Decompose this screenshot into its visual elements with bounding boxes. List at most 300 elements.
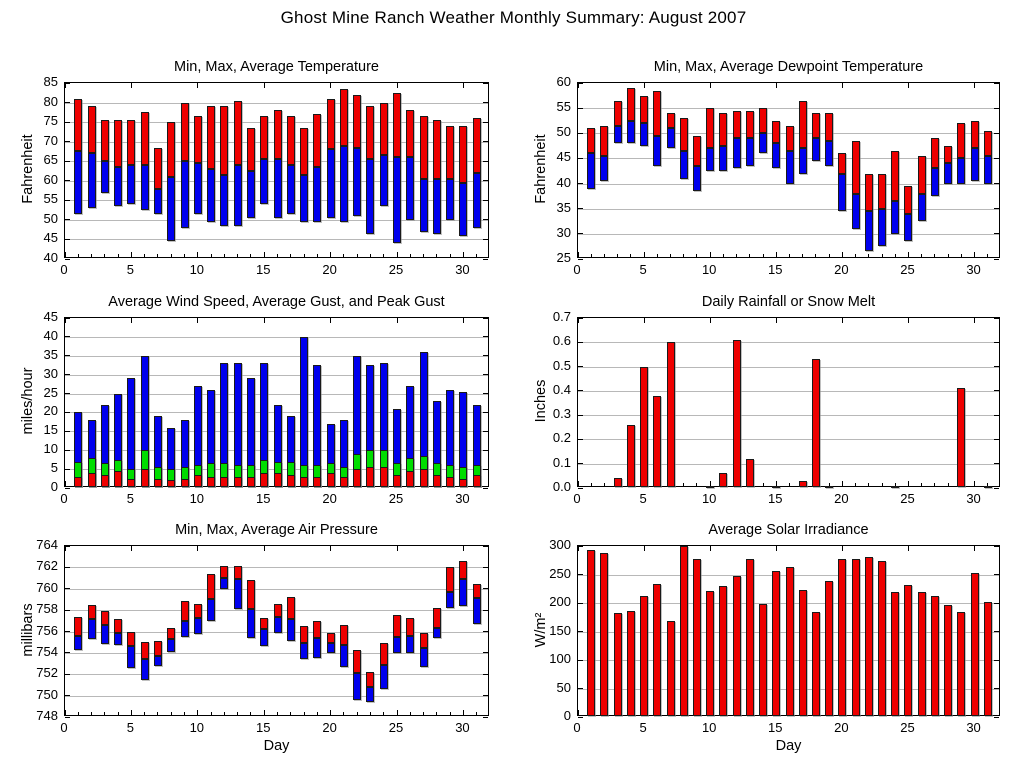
dewpoint-max-avg-bar xyxy=(719,113,727,146)
rainfall-bar xyxy=(733,340,741,487)
y-tick-label: 750 xyxy=(36,686,58,702)
y-tick xyxy=(65,469,70,470)
x-tick-label: 10 xyxy=(189,720,205,735)
x-minor-tick xyxy=(304,254,305,257)
y-tick-label: 25 xyxy=(43,384,58,400)
dewpoint-avg-min-bar xyxy=(852,194,860,229)
x-minor-tick xyxy=(934,483,935,486)
x-tick-label: 15 xyxy=(255,720,271,735)
chart-title: Average Solar Irradiance xyxy=(708,522,869,538)
wind-average-wind-speed-bar xyxy=(207,477,215,487)
pressure-avg-min-bar xyxy=(141,659,149,679)
x-tick-label: 30 xyxy=(966,262,981,277)
x-minor-tick xyxy=(104,254,105,257)
x-tick xyxy=(908,546,909,551)
dewpoint-max-avg-bar xyxy=(918,156,926,194)
x-tick xyxy=(908,83,909,88)
dewpoint-max-avg-bar xyxy=(904,186,912,214)
y-tick-label: 50 xyxy=(556,679,571,695)
dewpoint-max-avg-bar xyxy=(653,91,661,136)
rainfall-bar xyxy=(891,486,899,488)
y-tick xyxy=(994,488,999,489)
pressure-avg-min-bar xyxy=(327,643,335,653)
temperature-max-avg-bar xyxy=(127,120,135,165)
y-tick xyxy=(994,233,999,234)
y-tick-label: 60 xyxy=(43,171,58,187)
x-tick-label: 0 xyxy=(573,491,581,506)
y-tick-label: 50 xyxy=(43,210,58,226)
x-tick xyxy=(65,546,66,551)
y-tick xyxy=(994,366,999,367)
pressure-max-avg-bar xyxy=(353,650,361,674)
x-tick xyxy=(65,252,66,257)
pressure-max-avg-bar xyxy=(313,621,321,638)
y-tick xyxy=(65,239,70,240)
x-tick xyxy=(578,481,579,486)
pressure-avg-min-bar xyxy=(274,617,282,633)
x-minor-tick xyxy=(948,254,949,257)
solar-bar xyxy=(693,559,701,716)
dewpoint-max-avg-bar xyxy=(865,174,873,212)
plot-area xyxy=(577,317,1000,487)
pressure-avg-min-bar xyxy=(220,578,228,589)
temperature-avg-min-bar xyxy=(459,183,467,236)
wind-average-wind-speed-bar xyxy=(260,473,268,487)
temperature-avg-min-bar xyxy=(154,189,162,214)
y-tick-label: 0.3 xyxy=(552,406,571,422)
x-tick xyxy=(65,710,66,715)
y-tick xyxy=(483,141,488,142)
y-tick xyxy=(483,122,488,123)
x-minor-tick xyxy=(921,254,922,257)
x-tick-label: 10 xyxy=(701,720,717,735)
y-tick xyxy=(65,259,70,260)
pressure-max-avg-bar xyxy=(207,574,215,600)
y-tick xyxy=(65,355,70,356)
dewpoint-max-avg-bar xyxy=(614,101,622,126)
y-tick xyxy=(65,567,70,568)
y-tick xyxy=(483,239,488,240)
chart-title: Average Wind Speed, Average Gust, and Peak Gust xyxy=(108,294,445,310)
dewpoint-max-avg-bar xyxy=(772,121,780,144)
y-tick xyxy=(483,180,488,181)
y-tick xyxy=(994,688,999,689)
dewpoint-avg-min-bar xyxy=(614,126,622,144)
dewpoint-max-avg-bar xyxy=(667,113,675,128)
x-minor-tick xyxy=(763,254,764,257)
y-tick-label: 40 xyxy=(43,250,58,265)
pressure-max-avg-bar xyxy=(393,615,401,636)
x-tick xyxy=(131,83,132,88)
x-tick xyxy=(131,710,132,715)
x-minor-tick xyxy=(343,712,344,715)
x-minor-tick xyxy=(78,254,79,257)
x-tick xyxy=(974,252,975,257)
x-tick-label: 30 xyxy=(966,720,981,735)
x-minor-tick xyxy=(696,254,697,257)
temperature-avg-min-bar xyxy=(234,165,242,226)
solar-bar xyxy=(957,612,965,716)
pressure-avg-min-bar xyxy=(114,633,122,646)
y-tick xyxy=(994,390,999,391)
y-tick xyxy=(994,83,999,84)
temperature-max-avg-bar xyxy=(313,114,321,167)
x-minor-tick xyxy=(683,483,684,486)
y-tick xyxy=(65,336,70,337)
x-tick-label: 20 xyxy=(834,720,849,735)
gridline xyxy=(578,234,999,235)
x-tick xyxy=(397,546,398,551)
pressure-avg-min-bar xyxy=(260,629,268,646)
y-tick xyxy=(578,574,583,575)
solar-bar xyxy=(918,592,926,716)
wind-average-wind-speed-bar xyxy=(353,469,361,487)
x-tick xyxy=(776,83,777,88)
plot-area xyxy=(64,82,489,258)
y-tick xyxy=(65,219,70,220)
x-minor-tick xyxy=(184,254,185,257)
gridline xyxy=(65,696,488,697)
y-tick xyxy=(65,83,70,84)
y-tick-label: 65 xyxy=(43,152,58,168)
dewpoint-max-avg-bar xyxy=(931,138,939,168)
x-minor-tick xyxy=(304,712,305,715)
y-tick xyxy=(483,259,488,260)
y-tick xyxy=(578,133,583,134)
y-tick xyxy=(65,200,70,201)
dewpoint-avg-min-bar xyxy=(746,138,754,166)
dewpoint-avg-min-bar xyxy=(918,194,926,222)
pressure-max-avg-bar xyxy=(154,641,162,656)
y-tick-label: 200 xyxy=(549,594,571,609)
dewpoint-avg-min-bar xyxy=(587,153,595,188)
y-tick xyxy=(65,318,70,319)
y-tick-label: 0 xyxy=(50,479,58,494)
wind-average-wind-speed-bar xyxy=(247,477,255,487)
x-tick-label: 30 xyxy=(966,491,981,506)
dewpoint-avg-min-bar xyxy=(904,214,912,242)
plot-area xyxy=(577,82,1000,258)
y-tick xyxy=(65,610,70,611)
x-minor-tick xyxy=(868,483,869,486)
x-minor-tick xyxy=(211,254,212,257)
x-minor-tick xyxy=(591,254,592,257)
pressure-avg-min-bar xyxy=(287,619,295,641)
x-tick xyxy=(264,710,265,715)
pressure-avg-min-bar xyxy=(340,645,348,666)
x-minor-tick xyxy=(357,254,358,257)
wind-average-wind-speed-bar xyxy=(234,477,242,487)
y-tick xyxy=(65,588,70,589)
x-minor-tick xyxy=(749,254,750,257)
y-tick xyxy=(578,318,583,319)
x-minor-tick xyxy=(370,254,371,257)
y-tick-label: 55 xyxy=(556,99,571,115)
x-tick xyxy=(264,318,265,323)
x-minor-tick xyxy=(237,712,238,715)
temperature-avg-min-bar xyxy=(220,175,228,226)
y-tick xyxy=(65,393,70,394)
y-tick xyxy=(578,488,583,489)
x-tick xyxy=(842,252,843,257)
x-minor-tick xyxy=(855,483,856,486)
temperature-avg-min-bar xyxy=(420,179,428,232)
solar-bar xyxy=(799,590,807,716)
y-axis-label: millibars xyxy=(20,602,36,657)
pressure-max-avg-bar xyxy=(287,597,295,618)
y-tick xyxy=(65,102,70,103)
x-minor-tick xyxy=(171,254,172,257)
x-tick xyxy=(842,83,843,88)
y-tick xyxy=(994,208,999,209)
wind-average-wind-speed-bar xyxy=(88,473,96,487)
y-tick xyxy=(994,660,999,661)
x-tick xyxy=(908,318,909,323)
x-tick-label: 10 xyxy=(189,262,205,277)
x-tick-label: 0 xyxy=(60,720,68,735)
x-minor-tick xyxy=(630,254,631,257)
x-minor-tick xyxy=(934,254,935,257)
temperature-avg-min-bar xyxy=(167,177,175,242)
x-tick xyxy=(197,710,198,715)
wind-average-wind-speed-bar xyxy=(154,479,162,487)
wind-average-wind-speed-bar xyxy=(327,473,335,487)
y-tick xyxy=(65,488,70,489)
y-tick-label: 55 xyxy=(43,191,58,207)
y-tick xyxy=(483,219,488,220)
y-tick-label: 45 xyxy=(43,230,58,246)
y-tick xyxy=(994,342,999,343)
pressure-max-avg-bar xyxy=(114,619,122,633)
pressure-max-avg-bar xyxy=(194,604,202,618)
temperature-avg-min-bar xyxy=(380,155,388,206)
temperature-max-avg-bar xyxy=(300,128,308,175)
x-tick xyxy=(264,546,265,551)
solar-bar xyxy=(891,592,899,716)
dewpoint-max-avg-bar xyxy=(891,151,899,201)
x-minor-tick xyxy=(723,254,724,257)
dewpoint-avg-min-bar xyxy=(878,209,886,247)
dewpoint-avg-min-bar xyxy=(799,148,807,173)
y-tick xyxy=(483,336,488,337)
temperature-max-avg-bar xyxy=(353,95,361,148)
y-tick-label: 760 xyxy=(36,579,58,595)
dewpoint-avg-min-bar xyxy=(971,148,979,181)
x-tick xyxy=(710,318,711,323)
y-tick xyxy=(994,717,999,718)
temperature-avg-min-bar xyxy=(127,165,135,204)
y-tick xyxy=(578,208,583,209)
y-tick xyxy=(483,412,488,413)
solar-bar xyxy=(759,604,767,716)
wind-average-wind-speed-bar xyxy=(127,479,135,487)
temperature-max-avg-bar xyxy=(340,89,348,146)
y-tick xyxy=(994,415,999,416)
y-tick xyxy=(483,393,488,394)
solar-bar xyxy=(838,559,846,716)
x-minor-tick xyxy=(829,254,830,257)
y-tick xyxy=(994,108,999,109)
rainfall-bar xyxy=(627,425,635,487)
wind-average-wind-speed-bar xyxy=(420,469,428,487)
x-minor-tick xyxy=(670,254,671,257)
dewpoint-avg-min-bar xyxy=(838,174,846,212)
page-title: Ghost Mine Ranch Weather Monthly Summary: August 2007 xyxy=(280,8,747,27)
y-tick xyxy=(578,439,583,440)
y-tick xyxy=(483,102,488,103)
pressure-max-avg-bar xyxy=(127,632,135,647)
y-tick xyxy=(65,180,70,181)
rainfall-bar xyxy=(653,396,661,487)
x-minor-tick xyxy=(410,712,411,715)
pressure-max-avg-bar xyxy=(327,633,335,644)
dewpoint-avg-min-bar xyxy=(653,136,661,166)
y-tick xyxy=(578,259,583,260)
dewpoint-max-avg-bar xyxy=(825,113,833,141)
y-tick xyxy=(578,366,583,367)
x-tick-label: 15 xyxy=(768,262,783,277)
temperature-avg-min-bar xyxy=(313,167,321,222)
temperature-avg-min-bar xyxy=(260,159,268,204)
solar-bar xyxy=(904,585,912,716)
y-tick xyxy=(578,631,583,632)
y-tick xyxy=(65,450,70,451)
x-tick-label: 20 xyxy=(834,491,849,506)
pressure-max-avg-bar xyxy=(167,628,175,639)
dewpoint-avg-min-bar xyxy=(600,156,608,181)
temperature-avg-min-bar xyxy=(446,179,454,220)
x-minor-tick xyxy=(290,712,291,715)
wind-average-wind-speed-bar xyxy=(393,475,401,487)
wind-average-wind-speed-bar xyxy=(181,479,189,487)
x-tick xyxy=(463,83,464,88)
y-tick-label: 15 xyxy=(43,422,58,438)
x-minor-tick xyxy=(290,254,291,257)
temperature-max-avg-bar xyxy=(234,101,242,166)
x-tick xyxy=(330,318,331,323)
x-tick-label: 25 xyxy=(900,720,915,735)
y-tick xyxy=(65,141,70,142)
pressure-max-avg-bar xyxy=(141,642,149,659)
x-tick xyxy=(578,710,579,715)
y-tick xyxy=(483,717,488,718)
y-tick xyxy=(65,674,70,675)
x-tick-label: 30 xyxy=(455,491,470,506)
x-minor-tick xyxy=(423,712,424,715)
x-minor-tick xyxy=(370,712,371,715)
dewpoint-avg-min-bar xyxy=(812,138,820,161)
x-tick-label: 0 xyxy=(573,720,581,735)
dewpoint-max-avg-bar xyxy=(971,121,979,149)
dewpoint-max-avg-bar xyxy=(587,128,595,153)
pressure-avg-min-bar xyxy=(247,609,255,638)
dewpoint-avg-min-bar xyxy=(667,128,675,148)
y-tick-label: 0.6 xyxy=(552,333,571,349)
pressure-avg-min-bar xyxy=(406,636,414,653)
pressure-max-avg-bar xyxy=(446,567,454,592)
temperature-max-avg-bar xyxy=(327,99,335,150)
y-tick xyxy=(578,183,583,184)
wind-average-wind-speed-bar xyxy=(313,477,321,487)
y-axis-label: miles/hour xyxy=(20,367,36,435)
x-minor-tick xyxy=(591,483,592,486)
x-minor-tick xyxy=(144,254,145,257)
x-tick-label: 20 xyxy=(322,720,337,735)
y-tick-label: 0.2 xyxy=(552,430,571,446)
solar-bar xyxy=(971,573,979,716)
dewpoint-max-avg-bar xyxy=(627,88,635,121)
dewpoint-max-avg-bar xyxy=(957,123,965,158)
temperature-avg-min-bar xyxy=(101,161,109,192)
x-minor-tick xyxy=(118,712,119,715)
x-minor-tick xyxy=(171,712,172,715)
dewpoint-avg-min-bar xyxy=(786,151,794,184)
x-tick xyxy=(397,710,398,715)
solar-bar xyxy=(653,584,661,716)
chart-title: Min, Max, Average Air Pressure xyxy=(175,522,378,538)
x-minor-tick xyxy=(868,254,869,257)
y-tick xyxy=(578,158,583,159)
pressure-max-avg-bar xyxy=(420,633,428,648)
x-minor-tick xyxy=(450,254,451,257)
temperature-max-avg-bar xyxy=(194,116,202,163)
wind-average-wind-speed-bar xyxy=(340,477,348,487)
temperature-max-avg-bar xyxy=(433,120,441,179)
dewpoint-max-avg-bar xyxy=(693,136,701,166)
solar-bar xyxy=(719,586,727,716)
gridline xyxy=(65,337,488,338)
y-tick xyxy=(483,431,488,432)
y-tick-label: 75 xyxy=(43,113,58,129)
wind-average-wind-speed-bar xyxy=(300,477,308,487)
temperature-max-avg-bar xyxy=(473,118,481,173)
y-tick xyxy=(578,342,583,343)
y-tick xyxy=(483,674,488,675)
x-minor-tick xyxy=(277,712,278,715)
x-minor-tick xyxy=(882,483,883,486)
y-tick-label: 758 xyxy=(36,601,58,617)
x-tick-label: 5 xyxy=(126,262,135,277)
pressure-max-avg-bar xyxy=(366,672,374,687)
x-minor-tick xyxy=(895,254,896,257)
x-minor-tick xyxy=(948,483,949,486)
gridline xyxy=(65,239,488,240)
temperature-avg-min-bar xyxy=(141,165,149,210)
x-tick xyxy=(65,481,66,486)
x-tick xyxy=(578,318,579,323)
temperature-avg-min-bar xyxy=(393,157,401,243)
y-tick xyxy=(578,390,583,391)
pressure-max-avg-bar xyxy=(340,625,348,645)
wind-average-wind-speed-bar xyxy=(433,475,441,487)
y-tick xyxy=(65,652,70,653)
y-tick xyxy=(578,546,583,547)
y-tick xyxy=(994,158,999,159)
dewpoint-avg-min-bar xyxy=(719,146,727,171)
wind-average-wind-speed-bar xyxy=(274,473,282,487)
x-tick-label: 20 xyxy=(834,262,849,277)
y-tick xyxy=(483,488,488,489)
y-tick xyxy=(994,133,999,134)
y-tick xyxy=(994,259,999,260)
wind-average-wind-speed-bar xyxy=(74,477,82,487)
solar-bar xyxy=(865,557,873,716)
y-tick xyxy=(483,161,488,162)
y-tick-label: 70 xyxy=(43,132,58,148)
y-tick xyxy=(483,588,488,589)
pressure-avg-min-bar xyxy=(74,636,82,650)
y-tick xyxy=(994,439,999,440)
